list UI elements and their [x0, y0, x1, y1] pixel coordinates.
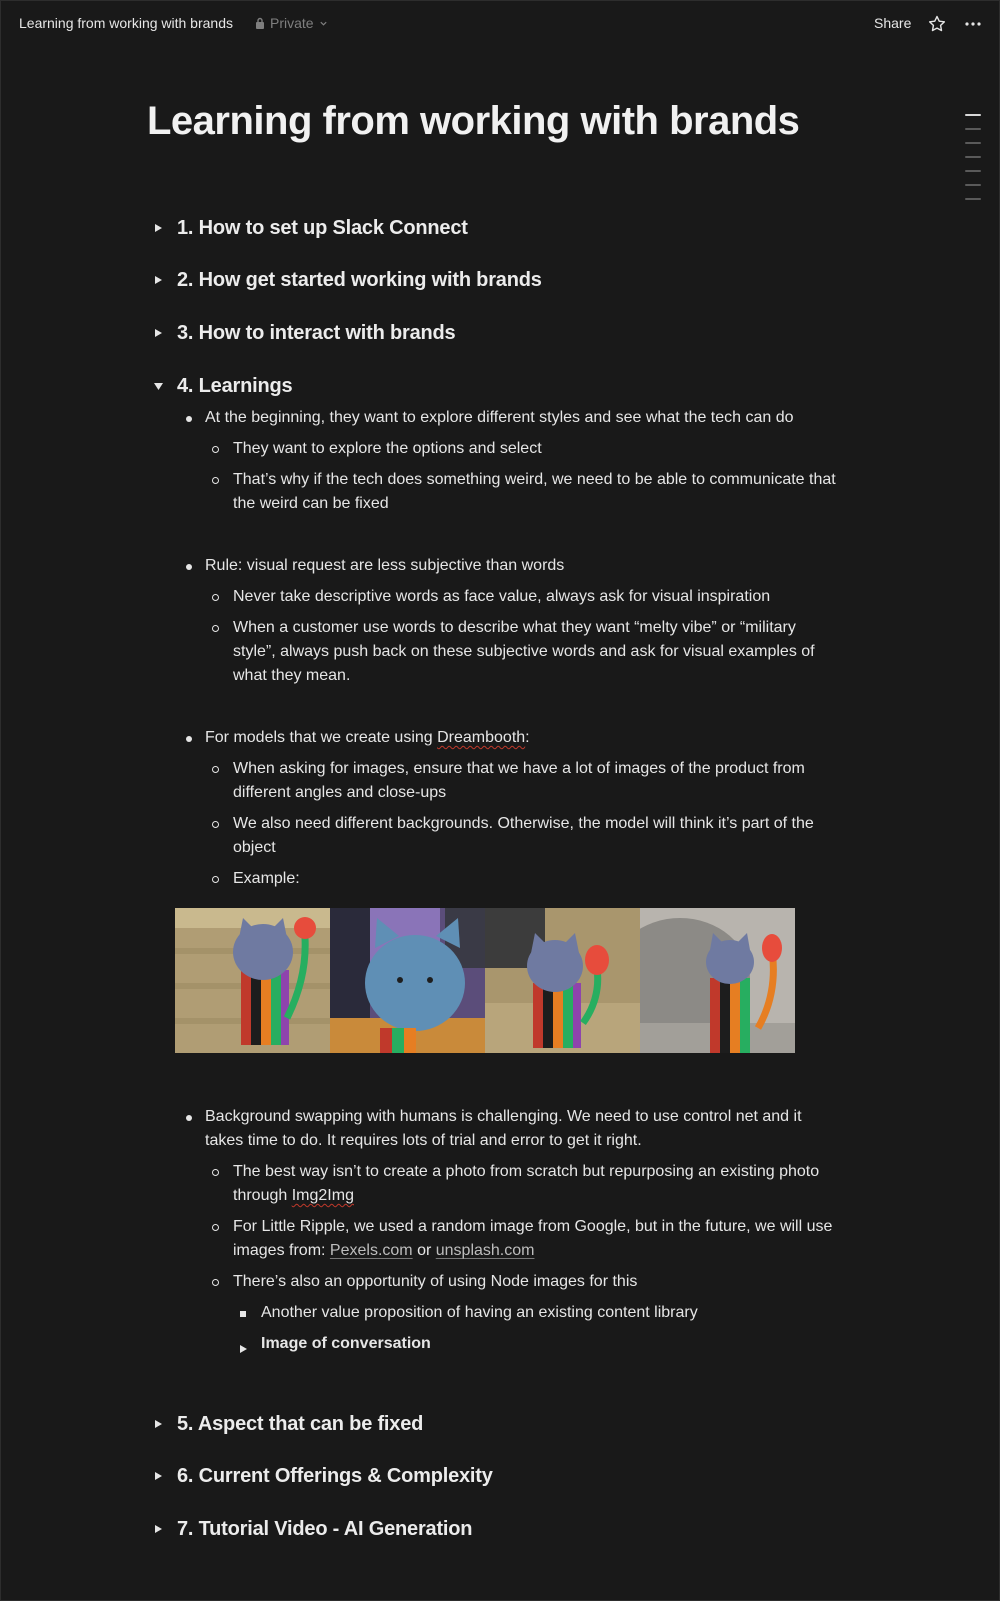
list-item[interactable]: [181, 1270, 841, 1294]
toggle-item-label[interactable]: Image of conversation: [261, 1335, 431, 1352]
pexels-link[interactable]: Pexels.com: [329, 1242, 413, 1259]
privacy-label: Private: [270, 15, 314, 31]
outline-tick[interactable]: [965, 128, 981, 130]
learnings-content: [181, 406, 841, 1356]
list-item[interactable]: [181, 468, 841, 516]
toggle-heading[interactable]: [153, 316, 455, 350]
cat-figurine-photo[interactable]: [175, 908, 330, 1053]
page-title[interactable]: Learning from working with brands: [147, 99, 800, 143]
bullet-circle: [212, 477, 219, 484]
chevron-down-icon: [319, 19, 328, 28]
outline-tick[interactable]: [965, 114, 981, 116]
list-item[interactable]: [181, 585, 841, 609]
bullet-dot: [186, 736, 192, 742]
triangle-right-icon[interactable]: [153, 328, 177, 338]
list-item[interactable]: [181, 1105, 841, 1153]
list-item-text[interactable]: When asking for images, ensure that we have a lot of images of the product from different angles and close-ups: [233, 760, 805, 801]
list-item-text: :: [525, 729, 530, 746]
share-button[interactable]: Share: [874, 15, 912, 31]
bullet-circle: [212, 766, 219, 773]
toggle-heading-label[interactable]: 4. Learnings: [177, 374, 293, 397]
toggle-heading-label[interactable]: 1. How to set up Slack Connect: [177, 216, 468, 239]
list-item[interactable]: [181, 616, 841, 688]
toggle-heading-label[interactable]: 7. Tutorial Video - AI Generation: [177, 1517, 473, 1540]
cat-figurine-photo[interactable]: [640, 908, 795, 1053]
list-item-text[interactable]: Rule: visual request are less subjective than words: [205, 557, 565, 574]
list-item[interactable]: [181, 406, 841, 430]
toggle-heading[interactable]: [153, 211, 468, 245]
bullet-circle: [212, 821, 219, 828]
triangle-down-icon[interactable]: [153, 381, 177, 391]
triangle-right-icon[interactable]: [153, 275, 177, 285]
toggle-heading[interactable]: [153, 1459, 493, 1493]
bullet-dot: [186, 564, 192, 570]
list-item[interactable]: [181, 757, 841, 805]
toggle-item[interactable]: [181, 1332, 841, 1356]
toggle-heading[interactable]: [153, 1512, 472, 1546]
list-item[interactable]: [181, 1301, 841, 1325]
list-item[interactable]: [181, 554, 841, 578]
bullet-circle: [212, 625, 219, 632]
toggle-heading-learnings[interactable]: [153, 369, 292, 403]
breadcrumb-page-title[interactable]: Learning from working with brands: [19, 15, 233, 31]
bullet-circle: [212, 1169, 219, 1176]
bullet-square: [240, 1311, 246, 1317]
list-item-text[interactable]: Never take descriptive words as face value, always ask for visual inspiration: [233, 588, 771, 605]
bullet-dot: [186, 1115, 192, 1121]
unsplash-link[interactable]: unsplash.com: [435, 1242, 535, 1259]
cat-figurine-photo[interactable]: [485, 908, 640, 1053]
list-item-text[interactable]: For Little Ripple, we used a random image from Google, but in the future, we will use images from:: [233, 1218, 833, 1259]
triangle-right-icon[interactable]: [153, 1471, 177, 1481]
list-item-text[interactable]: The best way isn’t to create a photo from scratch but repurposing an existing photo through: [233, 1163, 820, 1204]
list-item[interactable]: [181, 726, 841, 750]
privacy-menu[interactable]: [255, 15, 328, 31]
list-item[interactable]: [181, 812, 841, 860]
bullet-circle: [212, 594, 219, 601]
list-item-text[interactable]: For models that we create using: [205, 729, 438, 746]
list-item-text[interactable]: We also need different backgrounds. Otherwise, the model will think it’s part of the object: [233, 815, 814, 856]
list-item[interactable]: [181, 1215, 841, 1263]
more-icon[interactable]: [963, 14, 983, 39]
list-item-text: or: [412, 1242, 436, 1259]
toggle-heading-label[interactable]: 6. Current Offerings & Complexity: [177, 1464, 493, 1487]
bullet-circle: [212, 1224, 219, 1231]
outline-tick[interactable]: [965, 170, 981, 172]
star-icon[interactable]: [927, 14, 947, 39]
topbar: [1, 1, 999, 47]
list-item-text[interactable]: There’s also an opportunity of using Node images for this: [233, 1273, 638, 1290]
bullet-circle: [212, 1279, 219, 1286]
toggle-heading[interactable]: [153, 1407, 423, 1441]
list-item-text[interactable]: They want to explore the options and select: [233, 440, 542, 457]
outline-tick[interactable]: [965, 156, 981, 158]
outline-tick[interactable]: [965, 184, 981, 186]
example-image-gallery: [175, 908, 795, 1053]
list-item-text[interactable]: Another value proposition of having an existing content library: [261, 1304, 698, 1321]
triangle-right-icon[interactable]: [153, 223, 177, 233]
list-item-text[interactable]: At the beginning, they want to explore different styles and see what the tech can do: [205, 409, 794, 426]
toggle-heading-label[interactable]: 3. How to interact with brands: [177, 321, 456, 344]
list-item-text[interactable]: Example:: [233, 870, 300, 887]
bullet-circle: [212, 446, 219, 453]
list-item-text[interactable]: When a customer use words to describe what they want “melty vibe” or “military style”, always push back on these subjective words and ask for visual examples of what they mean.: [233, 619, 815, 684]
list-item[interactable]: [181, 867, 841, 891]
toggle-heading[interactable]: [153, 263, 542, 297]
outline-tick[interactable]: [965, 142, 981, 144]
list-item[interactable]: [181, 1160, 841, 1208]
triangle-right-icon[interactable]: [153, 1419, 177, 1429]
toggle-heading-label[interactable]: 5. Aspect that can be fixed: [177, 1412, 424, 1435]
lock-icon: [255, 17, 265, 29]
outline-tick[interactable]: [965, 198, 981, 200]
list-item[interactable]: [181, 437, 841, 461]
bullet-circle: [212, 876, 219, 883]
bullet-dot: [186, 416, 192, 422]
triangle-right-icon[interactable]: [238, 1338, 248, 1362]
spellcheck-word[interactable]: Img2Img: [291, 1187, 354, 1204]
spellcheck-word[interactable]: Dreambooth: [437, 729, 526, 746]
list-item-text[interactable]: That’s why if the tech does something weird, we need to be able to communicate that the weird can be fixed: [233, 471, 836, 512]
list-item-text[interactable]: Background swapping with humans is challenging. We need to use control net and it takes time to do. It requires lots of trial and error to get it right.: [205, 1108, 802, 1149]
cat-figurine-photo[interactable]: [330, 908, 485, 1053]
toggle-heading-label[interactable]: 2. How get started working with brands: [177, 268, 542, 291]
triangle-right-icon[interactable]: [153, 1524, 177, 1534]
page-outline[interactable]: [965, 114, 981, 212]
